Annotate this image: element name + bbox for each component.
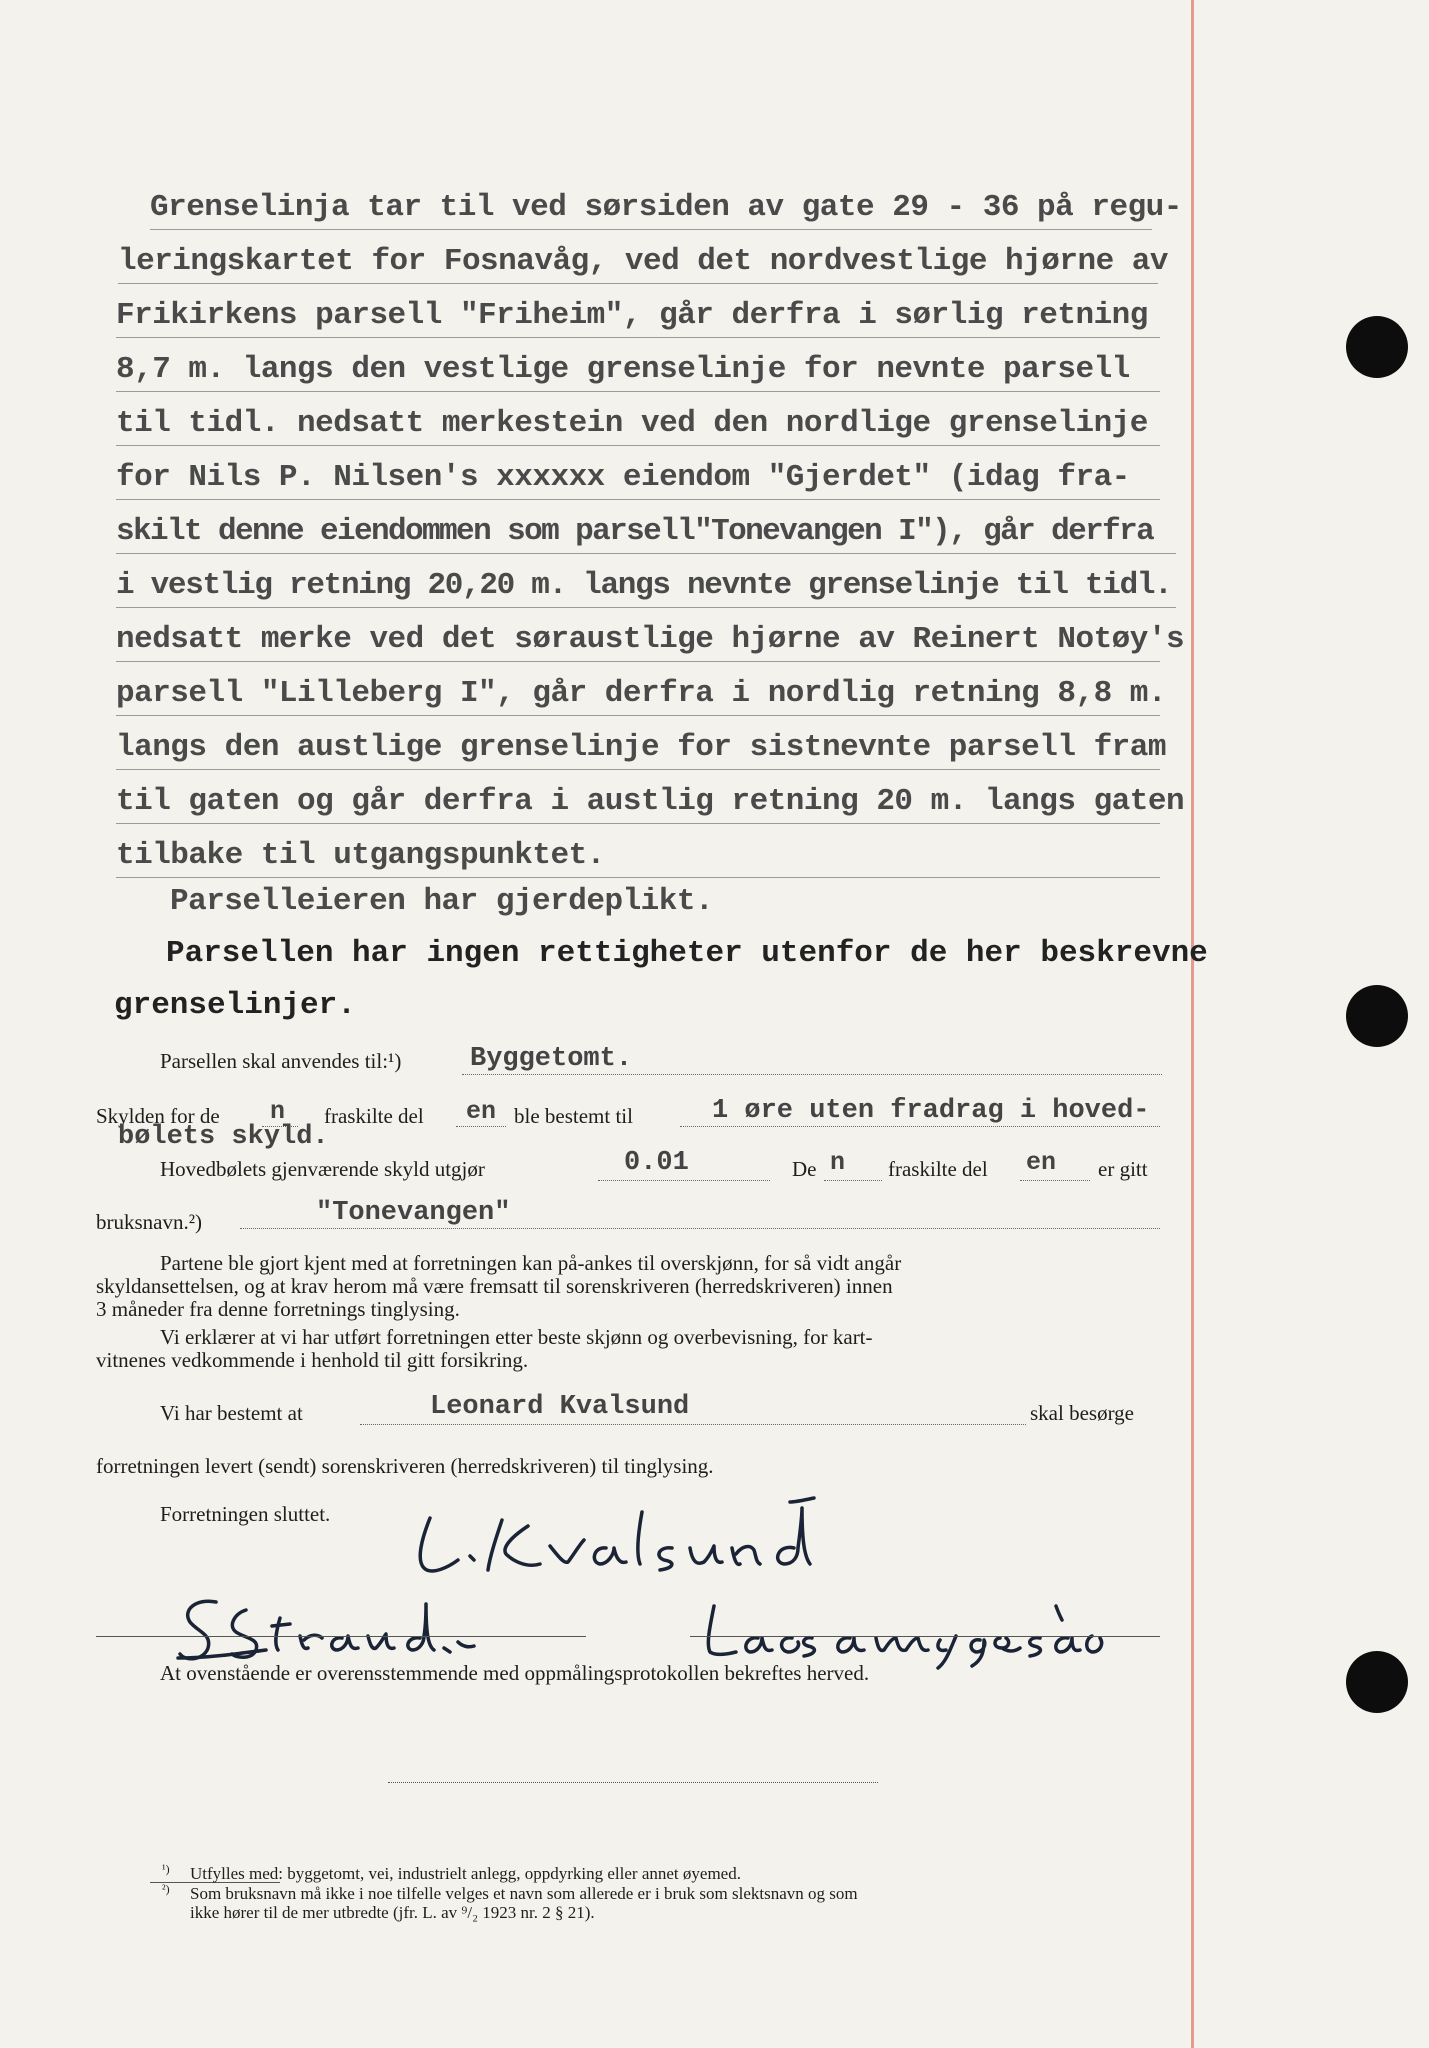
fill-line bbox=[680, 1126, 1160, 1127]
skyld-label-2: fraskilte del bbox=[324, 1104, 424, 1128]
typed-line: i vestlig retning 20,20 m. langs nevnte grenselinje til tidl. bbox=[116, 568, 1176, 608]
signature-line bbox=[96, 1636, 586, 1637]
typed-line: for Nils P. Nilsen's xxxxxx eiendom "Gjerdet" (idag fra- bbox=[116, 460, 1160, 500]
paragraph-line: Partene ble gjort kjent med at forretningen kan på-ankes til overskjønn, for så vidt angår bbox=[160, 1251, 902, 1275]
paragraph-line: Vi erklærer at vi har utført forretningen etter beste skjønn og overbevisning, for kart- bbox=[160, 1325, 873, 1349]
typed-line: til tidl. nedsatt merkestein ved den nordlige grenselinje bbox=[116, 406, 1160, 446]
typed-line: Frikirkens parsell "Friheim", går derfra i sørlig retning bbox=[116, 298, 1160, 338]
fraskilte-label: fraskilte del bbox=[888, 1157, 988, 1181]
signature-line bbox=[388, 1782, 878, 1783]
signature-left bbox=[176, 1592, 536, 1672]
typed-line: leringskartet for Fosnavåg, ved det nordvestlige hjørne av bbox=[118, 244, 1158, 284]
de-n-value: n bbox=[830, 1148, 846, 1177]
typed-line: til gaten og går derfra i austlig retning 20 m. langs gaten bbox=[116, 784, 1160, 824]
fill-line bbox=[360, 1424, 1026, 1425]
paragraph-line: vitnenes vedkommende i henhold til gitt forsikring. bbox=[96, 1348, 529, 1372]
hoved-label: Hovedbølets gjenværende skyld utgjør bbox=[160, 1157, 485, 1181]
bruksnavn-label: bruksnavn.²) bbox=[96, 1210, 203, 1234]
typed-line: langs den austlige grenselinje for sistnevnte parsell fram bbox=[116, 730, 1160, 770]
footnote-mark: ¹) bbox=[162, 1862, 170, 1876]
typed-line: Parsellen har ingen rettigheter utenfor de her beskrevne bbox=[166, 936, 1208, 971]
signature-line bbox=[690, 1636, 1160, 1637]
er-gitt-label: er gitt bbox=[1098, 1157, 1148, 1181]
footnote-text: Som bruksnavn må ikke i noe tilfelle velges et navn som allerede er i bruk som slektsnavn og som bbox=[190, 1884, 858, 1903]
typed-line: tilbake til utgangspunktet. bbox=[116, 838, 1160, 878]
use-label: Parsellen skal anvendes til:¹) bbox=[160, 1049, 402, 1073]
use-value: Byggetomt. bbox=[470, 1044, 633, 1074]
typed-line: nedsatt merke ved det søraustlige hjørne av Reinert Notøy's bbox=[116, 622, 1160, 662]
skyld-label-3: ble bestemt til bbox=[514, 1104, 633, 1128]
red-margin-line bbox=[1191, 0, 1194, 2048]
bruksnavn-value: "Tonevangen" bbox=[316, 1198, 511, 1228]
footnote-mark: ²) bbox=[162, 1882, 170, 1896]
typed-line: 8,7 m. langs den vestlige grenselinje for nevnte parsell bbox=[116, 352, 1160, 392]
typed-line: grenselinjer. bbox=[114, 988, 356, 1023]
punch-hole bbox=[1346, 1651, 1408, 1713]
punch-hole bbox=[1346, 985, 1408, 1047]
skyld-value-2: bølets skyld. bbox=[118, 1122, 329, 1152]
bestemt-label: Vi har bestemt at bbox=[160, 1401, 303, 1425]
fill-line bbox=[598, 1180, 770, 1181]
skyld-n-value: n bbox=[270, 1097, 286, 1126]
footnote-text: Utfylles med: byggetomt, vei, industrielt anlegg, oppdyrking eller annet øyemed. bbox=[190, 1864, 741, 1883]
fill-line bbox=[824, 1180, 882, 1181]
paragraph-line: skyldansettelsen, og at krav herom må være fremsatt til sorenskriveren (herredskriveren) innen bbox=[96, 1274, 893, 1298]
signature-kvalsund bbox=[410, 1498, 880, 1588]
levert-line: forretningen levert (sendt) sorenskriveren (herredskriveren) til tinglysing. bbox=[96, 1454, 714, 1478]
typed-line: parsell "Lilleberg I", går derfra i nordlig retning 8,8 m. bbox=[116, 676, 1160, 716]
skyld-value-1: 1 øre uten fradrag i hoved- bbox=[712, 1096, 1150, 1126]
use-fill-line bbox=[462, 1074, 1162, 1075]
fill-line bbox=[240, 1228, 1160, 1229]
besorge-label: skal besørge bbox=[1030, 1401, 1135, 1425]
de-label: De bbox=[792, 1157, 817, 1181]
punch-hole bbox=[1346, 316, 1408, 378]
bestemt-value: Leonard Kvalsund bbox=[430, 1392, 690, 1422]
signature-right bbox=[700, 1598, 1110, 1668]
attest-text: At ovenstående er overensstemmende med oppmålingsprotokollen bekreftes herved. bbox=[160, 1661, 870, 1685]
sluttet-label: Forretningen sluttet. bbox=[160, 1502, 331, 1526]
skyld-en-value: en bbox=[466, 1097, 497, 1126]
typed-line: skilt denne eiendommen som parsell"Tonevangen I"), går derfra bbox=[116, 514, 1176, 554]
typed-line: Parselleieren har gjerdeplikt. bbox=[170, 884, 714, 919]
fill-line bbox=[456, 1126, 506, 1127]
paragraph-line: 3 måneder fra denne forretnings tinglysing. bbox=[96, 1297, 460, 1321]
skyld-label: Skylden for de bbox=[96, 1104, 220, 1128]
hoved-value: 0.01 bbox=[624, 1148, 689, 1178]
fraskilte-en-value: en bbox=[1026, 1148, 1057, 1177]
typed-line: Grenselinja tar til ved sørsiden av gate 29 - 36 på regu- bbox=[150, 190, 1152, 230]
fill-line bbox=[1020, 1180, 1090, 1181]
footnote-text: ikke hører til de mer utbredte (jfr. L. av ⁹/₂ 1923 nr. 2 § 21). bbox=[190, 1903, 595, 1922]
